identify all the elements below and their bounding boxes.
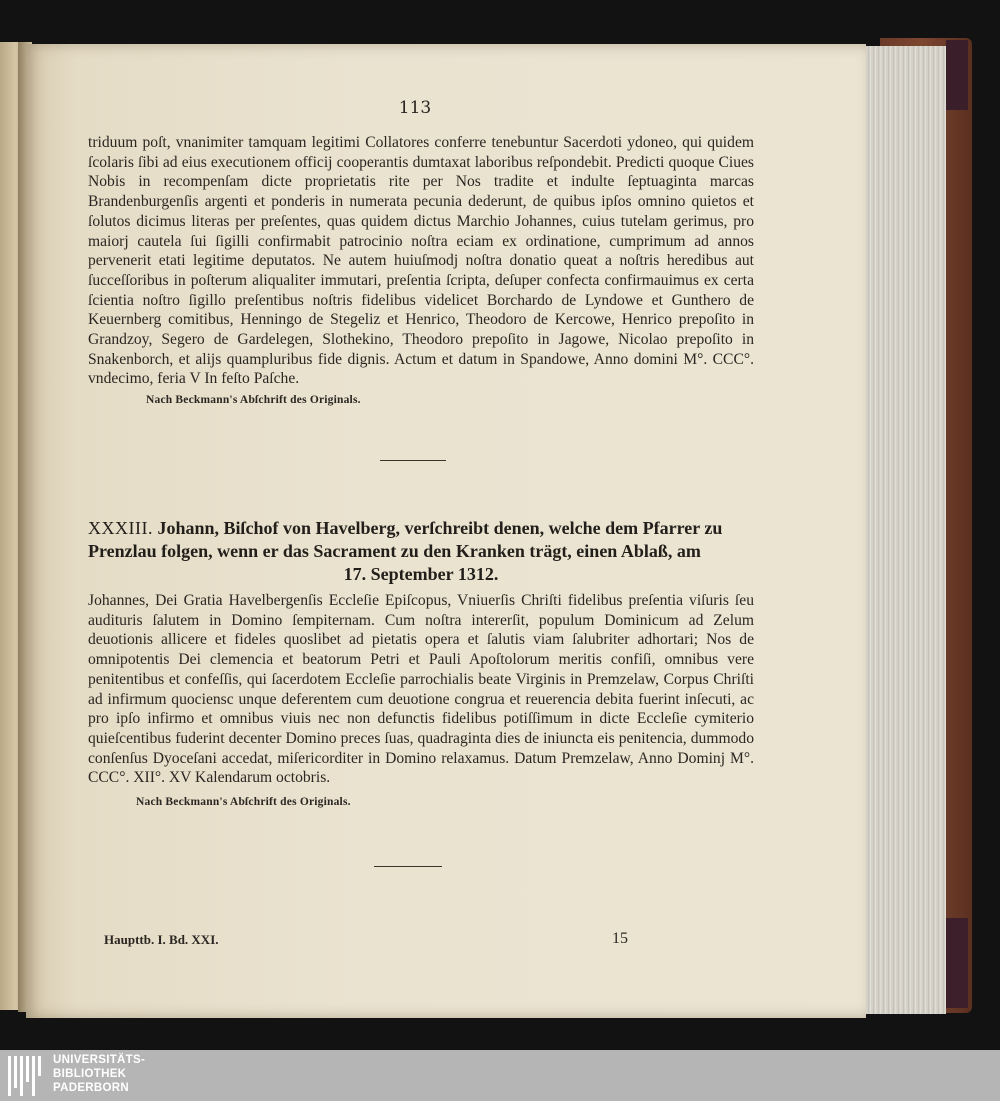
section-divider-2 [374, 866, 442, 867]
library-name-line3: PADERBORN [53, 1082, 129, 1094]
library-banner [0, 1050, 1000, 1101]
footer-sheet-number: 15 [612, 930, 628, 947]
page-number: 113 [398, 98, 432, 118]
library-logo-icon [8, 1056, 48, 1096]
library-name-line2: BIBLIOTHEK [53, 1068, 127, 1080]
cover-band-bottom [946, 918, 968, 1008]
library-name [53, 1053, 145, 1095]
document-heading [88, 517, 754, 586]
section-divider-1 [380, 460, 446, 461]
paragraph-charter-continuation: triduum poſt, vnanimiter tamquam legitimi Collatores conferre tenebuntur Sacerdoti ydoneo, qui quidem ſcolaris ſibi ad eius executionem officij cooperantis dumtaxat laboribus reſpondebit. Predicti quoque Ciues Nobis in recompenſam dicte proprietatis rite per Nos tradite et indulte ſeptuaginta marcas Brandenburgenſis argenti et ponderis in numerata pecunia dederunt, de quibus ipſos omnino quietos et ſolutos dicimus literas per preſentes, quas quidem dictus Marchio Johannes, cuius tutelam gerimus, pro maiorj cautela ſui ſigilli confirmabit patrocinio noſtra eciam ex ordinatione, cumprimum ad annos pervenerit etati legitime deputatos. Ne autem huiuſmodj noſtra donatio queat a noſtris heredibus aut ſucceſſoribus in poſterum aliqualiter immutari, preſentia ſcripta, deſuper confecta confirmauimus ex certa ſcientia noſtro ſigillo preſentibus noſtris fidelibus videlicet Borchardo de Lyndowe et Gunthero de Keuernberg comitibus, Henningo de Stegeliz et Henrico, Theodoro de Kercowe, Henrico prepoſito in Grandzoy, Segero de Gardelegen, Slothekino, Theodoro prepoſito in Jagowe, Nicolao prepoſito in Snakenborch, et alijs quampluribus fide dignis. Actum et datum in Spandowe, Anno domini M°. CCC°. vndecimo, feria V In feſto Paſche. [88, 134, 754, 388]
source-note-1: Nach Beckmann's Abſchrift des Originals. [146, 394, 361, 406]
heading-text: Johann, Biſchof von Havelberg, verſchreibt denen, welche dem Pfarrer zu Prenzlau folgen, wenn er das Sacrament zu den Kranken trägt, einen Ablaß, am [88, 518, 723, 561]
paragraph-indulgence-charter: Johannes, Dei Gratia Havelbergenſis Eccleſie Epiſcopus, Vniuerſis Chriſti fidelibus preſentia viſuris ſeu audituris ſalutem in Domino ſempiternam. Cum noſtra intererſit, populum Dominicum ad Zelum deuotionis allicere et fideles quoslibet ad pietatis opera et ſalutis viam ſalubriter adhortari; Nos de omnipotentis Dei clemencia et beatorum Petri et Pauli Apoſtolorum meritis confiſi, omnibus vere penitentibus et confeſſis, qui ſacerdotem Eccleſie parrochialis beate Virginis in Premzelaw, Corpus Chriſti ad infirmum quociensc unque deferentem cum deuotione congrua et reuerencia debita fuerint inſecuti, ac pro ipſo infirmo et omnibus viuis nec non defunctis fidelibus potiſſimum in dicte Eccleſie cymiterio quieſcentibus fuderint decenter Domino preces ſuas, quadraginta dies de iniuncta eis penitencia, dummodo conſenſus Dyoceſani accedat, miſericorditer in Domino relaxamus. Datum Premzelaw, Anno Dominj M°. CCC°. XII°. XV Kalendarum octobris. [88, 592, 754, 787]
heading-date: 17. September 1312. [343, 564, 499, 584]
library-name-line1: UNIVERSITÄTS- [53, 1054, 146, 1066]
cover-band-top [946, 40, 968, 110]
page-edges [862, 46, 946, 1014]
heading-number: XXXIII. [88, 518, 153, 538]
source-note-2: Nach Beckmann's Abſchrift des Originals. [136, 796, 351, 808]
footer-signature: Haupttb. I. Bd. XXI. [104, 932, 219, 947]
